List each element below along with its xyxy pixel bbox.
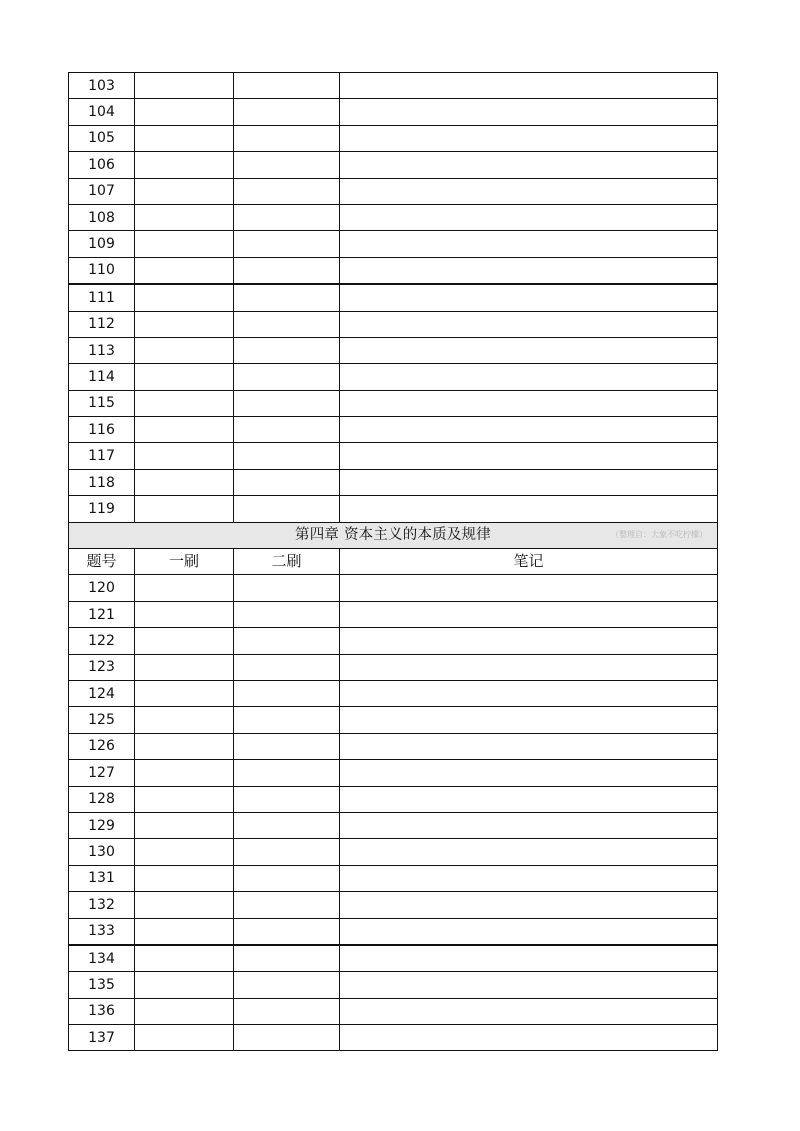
- table-row: [69, 628, 718, 654]
- second-pass-cell[interactable]: [234, 337, 340, 363]
- first-pass-cell[interactable]: [135, 390, 234, 416]
- notes-cell[interactable]: [340, 575, 718, 601]
- notes-cell[interactable]: [340, 601, 718, 627]
- second-pass-cell[interactable]: [234, 178, 340, 204]
- notes-cell[interactable]: [340, 972, 718, 998]
- question-number-cell: 136: [69, 998, 135, 1024]
- question-number-cell: 125: [69, 707, 135, 733]
- second-pass-cell[interactable]: [234, 152, 340, 178]
- notes-cell[interactable]: [340, 812, 718, 838]
- table-row: [69, 575, 718, 601]
- question-number-cell: 123: [69, 654, 135, 680]
- table-row: [69, 654, 718, 680]
- first-pass-cell[interactable]: [135, 654, 234, 680]
- second-pass-cell[interactable]: [234, 760, 340, 786]
- second-pass-cell[interactable]: [234, 311, 340, 337]
- notes-cell[interactable]: [340, 892, 718, 918]
- question-number-cell: 128: [69, 786, 135, 812]
- table-row: [69, 998, 718, 1024]
- question-number-cell: 120: [69, 575, 135, 601]
- question-number-cell: 116: [69, 417, 135, 443]
- question-number-cell: 124: [69, 680, 135, 706]
- table-row: [69, 99, 718, 125]
- question-review-table: [68, 72, 718, 1051]
- table-body-bottom: [69, 575, 718, 1051]
- second-pass-cell[interactable]: [234, 680, 340, 706]
- second-pass-cell[interactable]: [234, 469, 340, 495]
- table-row: [69, 390, 718, 416]
- first-pass-cell[interactable]: [135, 707, 234, 733]
- first-pass-cell[interactable]: [135, 839, 234, 865]
- question-number-cell: 107: [69, 178, 135, 204]
- first-pass-cell[interactable]: [135, 892, 234, 918]
- notes-cell[interactable]: [340, 152, 718, 178]
- table-row: [69, 204, 718, 230]
- table-row: [69, 1025, 718, 1051]
- second-pass-cell[interactable]: [234, 496, 340, 522]
- table-row: [69, 73, 718, 99]
- table-row: [69, 865, 718, 891]
- second-pass-cell[interactable]: [234, 733, 340, 759]
- table-row: [69, 257, 718, 284]
- header-row: [69, 549, 718, 575]
- first-pass-cell[interactable]: [135, 972, 234, 998]
- table-row: [69, 839, 718, 865]
- table-row: [69, 707, 718, 733]
- second-pass-cell[interactable]: [234, 812, 340, 838]
- second-pass-cell[interactable]: [234, 125, 340, 151]
- question-number-cell: 115: [69, 390, 135, 416]
- table-row: [69, 496, 718, 522]
- table-row: [69, 945, 718, 972]
- first-pass-cell[interactable]: [135, 284, 234, 311]
- question-number-cell: 104: [69, 99, 135, 125]
- question-number-cell: 112: [69, 311, 135, 337]
- notes-cell[interactable]: [340, 733, 718, 759]
- question-number-cell: 106: [69, 152, 135, 178]
- second-pass-cell[interactable]: [234, 1025, 340, 1051]
- question-number-cell: 122: [69, 628, 135, 654]
- notes-cell[interactable]: [340, 918, 718, 945]
- question-number-cell: 121: [69, 601, 135, 627]
- first-pass-cell[interactable]: [135, 1025, 234, 1051]
- first-pass-cell[interactable]: [135, 575, 234, 601]
- notes-cell[interactable]: [340, 390, 718, 416]
- first-pass-cell[interactable]: [135, 998, 234, 1024]
- table-row: [69, 892, 718, 918]
- first-pass-cell[interactable]: [135, 918, 234, 945]
- notes-cell[interactable]: [340, 257, 718, 284]
- first-pass-cell[interactable]: [135, 469, 234, 495]
- question-number-cell: 108: [69, 204, 135, 230]
- first-pass-cell[interactable]: [135, 204, 234, 230]
- notes-cell[interactable]: [340, 417, 718, 443]
- first-pass-cell[interactable]: [135, 73, 234, 99]
- chapter-title: 第四章 资本主义的本质及规律: [295, 527, 491, 544]
- question-number-cell: 126: [69, 733, 135, 759]
- second-pass-cell[interactable]: [234, 284, 340, 311]
- second-pass-cell[interactable]: [234, 865, 340, 891]
- header-first-pass: 一刷: [135, 549, 234, 575]
- first-pass-cell[interactable]: [135, 125, 234, 151]
- table-body-top: [69, 73, 718, 523]
- notes-cell[interactable]: [340, 204, 718, 230]
- table-row: [69, 443, 718, 469]
- question-number-cell: 109: [69, 231, 135, 257]
- table-row: [69, 311, 718, 337]
- notes-cell[interactable]: [340, 231, 718, 257]
- notes-cell[interactable]: [340, 760, 718, 786]
- second-pass-cell[interactable]: [234, 972, 340, 998]
- second-pass-cell[interactable]: [234, 417, 340, 443]
- first-pass-cell[interactable]: [135, 601, 234, 627]
- table-row: [69, 231, 718, 257]
- second-pass-cell[interactable]: [234, 257, 340, 284]
- second-pass-cell[interactable]: [234, 786, 340, 812]
- table-row: [69, 417, 718, 443]
- notes-cell[interactable]: [340, 311, 718, 337]
- first-pass-cell[interactable]: [135, 311, 234, 337]
- table-row: [69, 152, 718, 178]
- table-row: [69, 337, 718, 363]
- second-pass-cell[interactable]: [234, 918, 340, 945]
- table-row: [69, 972, 718, 998]
- notes-cell[interactable]: [340, 178, 718, 204]
- table-row: [69, 178, 718, 204]
- notes-cell[interactable]: [340, 628, 718, 654]
- question-number-cell: 135: [69, 972, 135, 998]
- notes-cell[interactable]: [340, 99, 718, 125]
- first-pass-cell[interactable]: [135, 99, 234, 125]
- second-pass-cell[interactable]: [234, 707, 340, 733]
- question-number-cell: 114: [69, 364, 135, 390]
- table-row: [69, 760, 718, 786]
- first-pass-cell[interactable]: [135, 231, 234, 257]
- question-number-cell: 113: [69, 337, 135, 363]
- notes-cell[interactable]: [340, 125, 718, 151]
- notes-cell[interactable]: [340, 469, 718, 495]
- table-row: [69, 125, 718, 151]
- question-number-cell: 117: [69, 443, 135, 469]
- question-number-cell: 127: [69, 760, 135, 786]
- first-pass-cell[interactable]: [135, 680, 234, 706]
- second-pass-cell[interactable]: [234, 601, 340, 627]
- first-pass-cell[interactable]: [135, 443, 234, 469]
- second-pass-cell[interactable]: [234, 575, 340, 601]
- first-pass-cell[interactable]: [135, 496, 234, 522]
- notes-cell[interactable]: [340, 707, 718, 733]
- table-row: [69, 786, 718, 812]
- first-pass-cell[interactable]: [135, 628, 234, 654]
- notes-cell[interactable]: [340, 654, 718, 680]
- first-pass-cell[interactable]: [135, 786, 234, 812]
- notes-cell[interactable]: [340, 839, 718, 865]
- header-question-number: 题号: [69, 549, 135, 575]
- question-number-cell: 132: [69, 892, 135, 918]
- second-pass-cell[interactable]: [234, 443, 340, 469]
- first-pass-cell[interactable]: [135, 733, 234, 759]
- table-row: [69, 733, 718, 759]
- notes-cell[interactable]: [340, 1025, 718, 1051]
- notes-cell[interactable]: [340, 786, 718, 812]
- first-pass-cell[interactable]: [135, 178, 234, 204]
- first-pass-cell[interactable]: [135, 417, 234, 443]
- second-pass-cell[interactable]: [234, 231, 340, 257]
- review-sheet: [68, 72, 717, 1051]
- first-pass-cell[interactable]: [135, 865, 234, 891]
- first-pass-cell[interactable]: [135, 945, 234, 972]
- table-row: [69, 918, 718, 945]
- second-pass-cell[interactable]: [234, 945, 340, 972]
- second-pass-cell[interactable]: [234, 628, 340, 654]
- table-row: [69, 364, 718, 390]
- table-row: [69, 284, 718, 311]
- notes-cell[interactable]: [340, 337, 718, 363]
- credit-note: （整理自：大象不吃柠檬）: [611, 530, 707, 540]
- table-row: [69, 601, 718, 627]
- header-notes: 笔记: [340, 549, 718, 575]
- first-pass-cell[interactable]: [135, 337, 234, 363]
- first-pass-cell[interactable]: [135, 152, 234, 178]
- first-pass-cell[interactable]: [135, 812, 234, 838]
- table-row: [69, 680, 718, 706]
- notes-cell[interactable]: [340, 865, 718, 891]
- question-number-cell: 131: [69, 865, 135, 891]
- second-pass-cell[interactable]: [234, 654, 340, 680]
- notes-cell[interactable]: [340, 284, 718, 311]
- second-pass-cell[interactable]: [234, 204, 340, 230]
- first-pass-cell[interactable]: [135, 364, 234, 390]
- question-number-cell: 134: [69, 945, 135, 972]
- notes-cell[interactable]: [340, 443, 718, 469]
- notes-cell[interactable]: [340, 496, 718, 522]
- question-number-cell: 129: [69, 812, 135, 838]
- question-number-cell: 137: [69, 1025, 135, 1051]
- second-pass-cell[interactable]: [234, 892, 340, 918]
- second-pass-cell[interactable]: [234, 73, 340, 99]
- second-pass-cell[interactable]: [234, 998, 340, 1024]
- question-number-cell: 111: [69, 284, 135, 311]
- first-pass-cell[interactable]: [135, 257, 234, 284]
- question-number-cell: 119: [69, 496, 135, 522]
- notes-cell[interactable]: [340, 364, 718, 390]
- question-number-cell: 130: [69, 839, 135, 865]
- chapter-cell: [69, 522, 718, 548]
- question-number-cell: 118: [69, 469, 135, 495]
- notes-cell[interactable]: [340, 73, 718, 99]
- second-pass-cell[interactable]: [234, 364, 340, 390]
- second-pass-cell[interactable]: [234, 99, 340, 125]
- notes-cell[interactable]: [340, 680, 718, 706]
- question-number-cell: 103: [69, 73, 135, 99]
- second-pass-cell[interactable]: [234, 390, 340, 416]
- table-row: [69, 469, 718, 495]
- chapter-row: [69, 522, 718, 548]
- question-number-cell: 110: [69, 257, 135, 284]
- chapter-section: [69, 522, 718, 575]
- first-pass-cell[interactable]: [135, 760, 234, 786]
- question-number-cell: 133: [69, 918, 135, 945]
- notes-cell[interactable]: [340, 945, 718, 972]
- second-pass-cell[interactable]: [234, 839, 340, 865]
- header-second-pass: 二刷: [234, 549, 340, 575]
- question-number-cell: 105: [69, 125, 135, 151]
- notes-cell[interactable]: [340, 998, 718, 1024]
- table-row: [69, 812, 718, 838]
